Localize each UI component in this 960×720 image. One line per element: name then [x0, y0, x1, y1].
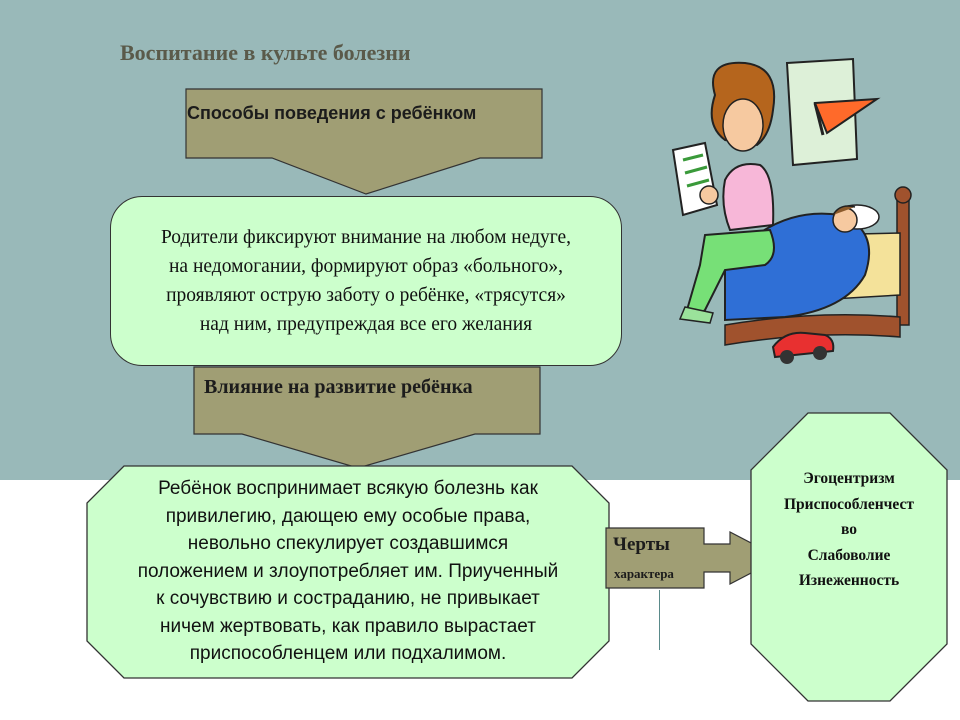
- influence-line: к сочувствию и состраданию, не привыкает: [156, 588, 540, 609]
- behavior-line: проявляют острую заботу о ребёнке, «трясутся»: [166, 285, 566, 306]
- influence-box: [86, 465, 610, 679]
- influence-line: привилегию, дающею ему особые права,: [165, 505, 531, 527]
- divider-line: [659, 590, 660, 650]
- behavior-line: над ним, предупреждая все его желания: [199, 314, 533, 335]
- pennant-poster-icon: [787, 59, 877, 165]
- trait-item: Приспособленчест: [784, 495, 914, 513]
- influence-line: приспособленцем или подхалимом.: [189, 643, 507, 664]
- traits-box: [750, 412, 948, 702]
- traits-arrow-label: Черты: [613, 534, 670, 555]
- toy-car-icon: [773, 333, 833, 364]
- influence-line: Ребёнок воспринимает всякую болезнь как: [158, 478, 538, 499]
- influence-arrow-label: Влияние на развитие ребёнка: [204, 376, 473, 398]
- child-icon: [833, 205, 879, 232]
- trait-item: Слабоволие: [807, 546, 891, 564]
- page-title: Воспитание в культе болезни: [120, 40, 411, 65]
- mother-reading-to-sick-child-illustration: [665, 55, 920, 370]
- trait-item: Изнеженность: [798, 572, 900, 589]
- influence-line: ничем жертвовать, как правило вырастает: [160, 615, 536, 637]
- trait-item: во: [840, 521, 857, 538]
- trait-item: Эгоцентризм: [803, 470, 895, 487]
- behavior-arrow-label: Способы поведения с ребёнком: [187, 103, 477, 123]
- behavior-box: [110, 196, 622, 366]
- influence-line: положением и злоупотребляет им. Приученный: [137, 560, 559, 582]
- behavior-line: на недомогании, формируют образ «больного»,: [169, 256, 563, 277]
- behavior-line: Родители фиксируют внимание на любом недуге,: [160, 227, 572, 248]
- influence-line: невольно спекулирует создавшимся: [187, 533, 509, 554]
- traits-arrow-sublabel: характера: [614, 566, 674, 581]
